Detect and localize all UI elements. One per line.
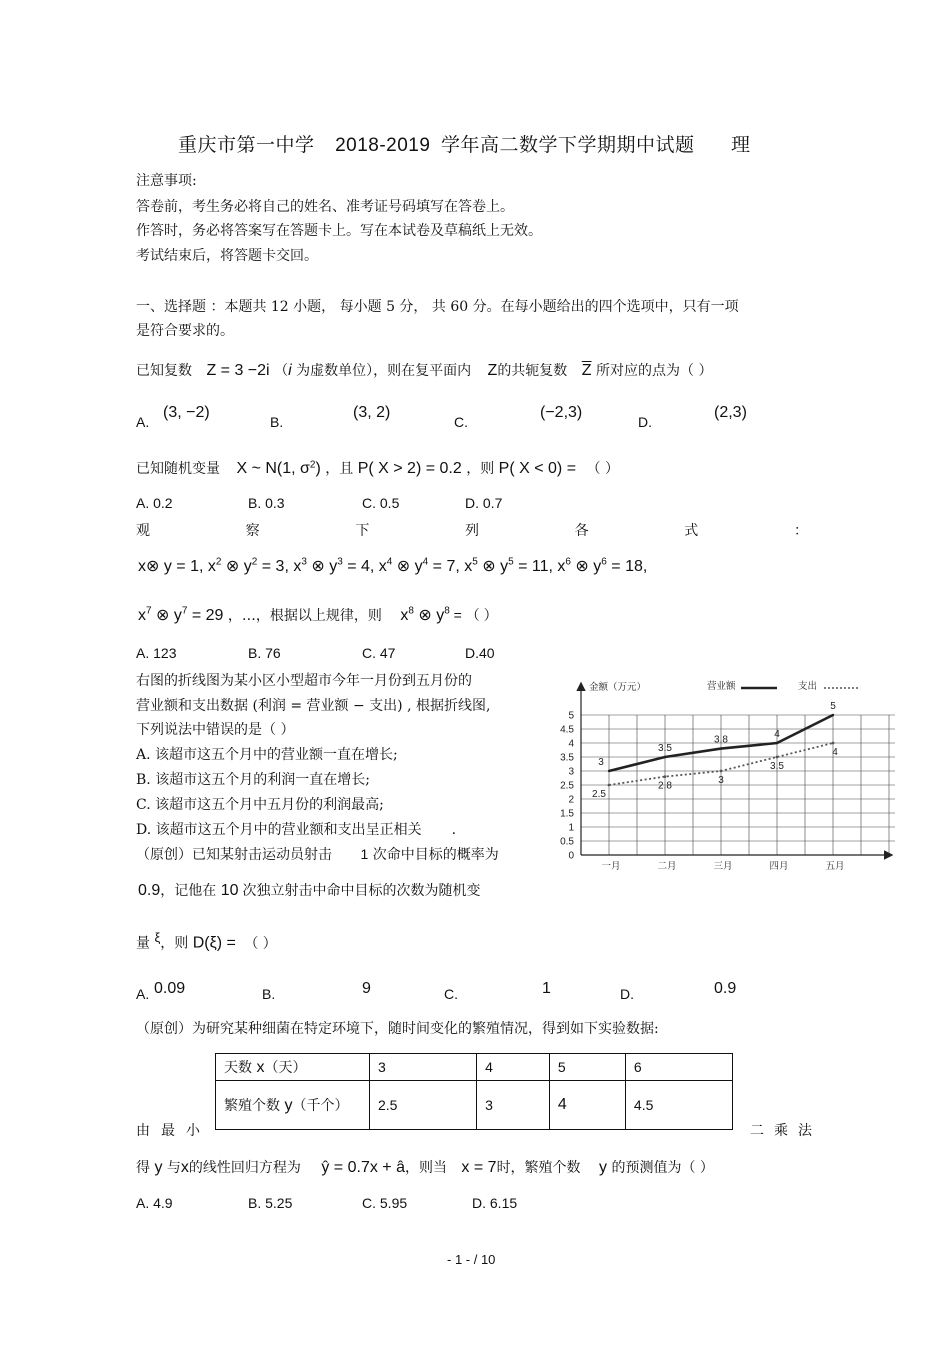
data-point xyxy=(608,784,611,787)
y-tick-label: 3 xyxy=(568,766,574,778)
q1-paren: （ xyxy=(274,363,289,379)
data-label: 3 xyxy=(598,757,604,768)
y-axis-label: 金额（万元） xyxy=(589,682,647,693)
q6-right-spread xyxy=(750,1120,812,1140)
q6-intro: （原创）为研究某种细菌在特定环境下，随时间变化的繁殖情况，得到如下实验数据: xyxy=(136,1021,659,1037)
q5-text-7: （ ） xyxy=(244,935,277,952)
y-tick-label: 1 xyxy=(568,822,574,834)
q2-close: ) xyxy=(315,460,321,477)
q6-option-b: B. 5.25 xyxy=(248,1195,293,1211)
q5-text-2: 次命中目标的概率为 xyxy=(372,847,499,863)
table-cell: 4 xyxy=(477,1054,550,1081)
q6-char: 由 xyxy=(136,1123,150,1139)
q2-text-4: （ ） xyxy=(586,461,619,477)
q5-n1: 1 xyxy=(360,846,369,862)
table-header-days: 天数 x（天） xyxy=(216,1054,370,1081)
section1-line2: 是符合要求的。 xyxy=(136,323,234,339)
q1-option-b: B. xyxy=(270,414,284,430)
q3-line2 xyxy=(138,605,498,625)
data-label: 5 xyxy=(830,701,836,712)
q5-option-d: D. xyxy=(620,986,634,1002)
q5-line3 xyxy=(136,930,277,953)
title-track: 理 xyxy=(731,134,751,156)
q1-option-d: D. xyxy=(638,414,652,430)
legend-label-expense: 支出 xyxy=(798,681,818,692)
data-label: 2.5 xyxy=(592,789,606,800)
q3-char: 观 xyxy=(136,523,150,539)
q6-y: y xyxy=(154,1159,163,1176)
y-tick-label: 1.5 xyxy=(560,808,574,820)
q4-option-b: B. 该超市这五个月的利润一直在增长; xyxy=(136,772,370,788)
q3-char: 下 xyxy=(355,523,370,539)
q5-option-b: B. xyxy=(262,986,276,1002)
y-tick-label: 4 xyxy=(568,738,574,750)
q6-data-table xyxy=(215,1053,733,1130)
page-number: - 1 - / 10 xyxy=(447,1252,496,1267)
q6-y2: y xyxy=(599,1159,608,1176)
q5-text-6: ，则 xyxy=(160,935,189,952)
title-school: 重庆市第一中学 xyxy=(178,134,315,156)
table-row xyxy=(216,1054,733,1081)
table-cell: 2.5 xyxy=(370,1081,477,1130)
q1-option-d-value: (2,3) xyxy=(714,404,747,421)
q6-when: x = 7 xyxy=(461,1159,497,1176)
q5-n10: 10 xyxy=(220,882,239,899)
q5-option-b-value: 9 xyxy=(362,980,371,997)
q5-option-a: A. xyxy=(136,986,150,1002)
q3-stem-spread xyxy=(136,520,808,540)
y-tick-label: 0.5 xyxy=(560,836,574,848)
q3-seq-6: $x^6$ ⊗ $y^6 = 18$, xyxy=(557,556,648,575)
q6-x: x xyxy=(180,1159,189,1176)
data-label: 3.5 xyxy=(658,743,672,754)
q6-left-spread xyxy=(136,1120,200,1140)
q6-char: 乘 xyxy=(774,1123,788,1139)
data-point xyxy=(776,742,778,744)
q4-option-d xyxy=(136,819,456,839)
q5-prob: 0.9 xyxy=(138,882,161,899)
notice-line-1: 答卷前，考生务必将自己的姓名、准考证号码填写在答卷上。 xyxy=(136,199,514,215)
q3-option-b: B. 76 xyxy=(248,645,281,661)
q1-option-c-value: (−2,3) xyxy=(540,404,583,421)
q6-char: 二 xyxy=(750,1123,764,1139)
title-course: 学年高二数学下学期期中试题 xyxy=(440,134,695,156)
q3-char: 察 xyxy=(245,523,260,539)
q3-sequence xyxy=(138,556,647,576)
chart-grid xyxy=(581,715,895,855)
q6-text-1: 得 xyxy=(136,1160,150,1176)
q1-zbar: $\overline{Z}$ xyxy=(581,362,592,379)
x-tick-label: 五月 xyxy=(825,861,845,872)
title-years: 2018-2019 xyxy=(335,135,431,156)
q2-cond: P( X > 2) = 0.2 xyxy=(357,460,462,477)
q3-option-a: A. 123 xyxy=(136,645,177,661)
x-tick-label: 二月 xyxy=(657,861,677,872)
q4-line-3: 下列说法中错误的是（ ） xyxy=(136,722,295,738)
q5-xi: ξ xyxy=(154,930,161,945)
q3-seq-5: $x^5$ ⊗ $y^5 = 11$, xyxy=(464,556,553,575)
q3-char: ： xyxy=(793,523,808,539)
data-point xyxy=(664,756,666,758)
q3-seq-2: $x^2$ ⊗ $y^2 = 3$, xyxy=(207,556,289,575)
y-tick-label: 4.5 xyxy=(560,724,574,736)
q2-text-1: 已知随机变量 xyxy=(136,461,220,477)
q1-text-1: 已知复数 xyxy=(136,363,192,379)
q5-line2 xyxy=(138,880,481,900)
table-row xyxy=(216,1081,733,1130)
table-cell: 3 xyxy=(477,1081,550,1130)
q2-dist: X ~ N(1, σ xyxy=(236,460,310,477)
q2-text-3: ，则 xyxy=(466,461,495,477)
chart-xticks xyxy=(601,861,844,872)
q2-option-a: A. 0.2 xyxy=(136,495,173,511)
q2-ask: P( X < 0) = xyxy=(498,460,577,477)
x-tick-label: 四月 xyxy=(769,861,789,872)
q3-option-d: D.40 xyxy=(465,645,495,661)
data-point xyxy=(720,747,722,749)
q4-dot: . xyxy=(451,822,457,838)
y-tick-label: 0 xyxy=(568,850,574,862)
table-cell: 5 xyxy=(549,1054,625,1081)
q6-option-a: A. 4.9 xyxy=(136,1195,173,1211)
q2-stem xyxy=(136,458,619,478)
q1-text-4: 所对应的点为（ ） xyxy=(596,363,713,379)
q6-char: 小 xyxy=(186,1123,200,1139)
table-cell: 3 xyxy=(370,1054,477,1081)
page-title xyxy=(178,130,751,157)
data-label: 4 xyxy=(832,747,838,758)
q4-line-2: 营业额和支出数据 (利润 = 营业额 − 支出) , 根据折线图, xyxy=(136,698,491,714)
notice-line-2: 作答时，务必将答案写在答题卡上。写在本试卷及草稿纸上无效。 xyxy=(136,223,542,239)
q1-option-a: A. xyxy=(136,414,150,430)
q1-option-c: C. xyxy=(454,414,468,430)
table-cell: 4 xyxy=(549,1081,625,1130)
q3-text: ，…，根据以上规律，则 xyxy=(227,608,382,624)
q6-stem xyxy=(136,1157,714,1177)
q3-char: 各 xyxy=(574,523,589,539)
q6-char: 法 xyxy=(798,1123,812,1139)
table-cell: 4.5 xyxy=(625,1081,732,1130)
q5-ask: D(ξ) = xyxy=(192,934,236,952)
q5-option-c: C. xyxy=(444,986,458,1002)
q5-text-1: （原创）已知某射击运动员射击 xyxy=(136,847,332,863)
q3-ask: $x^8$ ⊗ $y^8$ = （ ） xyxy=(400,605,498,624)
data-label: 3 xyxy=(718,775,724,786)
q5-line1 xyxy=(136,844,499,864)
data-point xyxy=(664,775,667,778)
q5-text-5: 量 xyxy=(136,935,150,952)
x-tick-label: 一月 xyxy=(601,861,621,872)
line-chart xyxy=(560,676,895,876)
data-point xyxy=(608,770,610,772)
notice-line-3: 考试结束后，将答题卡交回。 xyxy=(136,248,318,264)
q6-text-5: 时，繁殖个数 xyxy=(496,1160,581,1176)
x-tick-label: 三月 xyxy=(713,861,733,872)
q1-expr: Z = 3 −2i xyxy=(206,362,270,379)
data-label: 2.8 xyxy=(658,780,672,792)
q2-option-d: D. 0.7 xyxy=(465,495,503,511)
q5-option-c-value: 1 xyxy=(542,980,551,997)
q1-text-3: 的共轭复数 xyxy=(497,363,568,379)
q3-option-c: C. 47 xyxy=(362,645,396,661)
q4-line-1: 右图的折线图为某小区小型超市今年一月份到五月份的 xyxy=(136,673,472,689)
q5-text-4: 次独立射击中命中目标的次数为随机变 xyxy=(242,883,481,899)
q3-seq-7: $x^7$ ⊗ $y^7 = 29$ xyxy=(138,605,224,624)
q6-option-c: C. 5.95 xyxy=(362,1195,408,1211)
q6-option-d: D. 6.15 xyxy=(472,1195,518,1211)
q3-seq-3: $x^3$ ⊗ $y^3 = 4$, xyxy=(293,556,375,575)
q6-text-4: ，则当 xyxy=(404,1160,447,1176)
q1-z: Z xyxy=(487,362,498,379)
q1-text-2: 为虚数单位），则在复平面内 xyxy=(296,363,472,379)
y-tick-label: 2 xyxy=(568,794,574,806)
q5-option-d-value: 0.9 xyxy=(714,980,737,997)
q3-seq-4: $x^4$ ⊗ $y^4 = 7$, xyxy=(378,556,460,575)
q6-text-2: 与 xyxy=(166,1160,181,1176)
legend-label-revenue: 营业额 xyxy=(707,681,736,692)
notice-title: 注意事项: xyxy=(136,173,197,189)
q2-sup: 2 xyxy=(309,459,316,471)
q3-seq-1: x⊗ y = 1, xyxy=(138,558,204,575)
q6-char: 最 xyxy=(161,1123,175,1139)
y-tick-label: 3.5 xyxy=(560,752,574,764)
q6-equation: ŷ = 0.7x + â xyxy=(321,1159,405,1176)
q4-option-a: A. 该超市这五个月中的营业额一直在增长; xyxy=(136,747,398,763)
q3-char: 列 xyxy=(464,523,479,539)
data-label: 4 xyxy=(774,729,780,740)
q2-text-2: ，且 xyxy=(325,461,354,477)
q1-option-a-value: (3, −2) xyxy=(163,404,210,421)
data-label: 3.5 xyxy=(770,761,784,772)
data-point xyxy=(776,756,779,759)
y-tick-label: 2.5 xyxy=(560,780,574,792)
table-cell: 6 xyxy=(625,1054,732,1081)
q1-option-b-value: (3, 2) xyxy=(353,404,391,421)
data-point xyxy=(832,742,835,745)
y-tick-label: 5 xyxy=(568,710,574,722)
q5-text-3: ，记他在 xyxy=(160,883,217,899)
section1-line1: 一、选择题 ：本题共 12 小题， 每小题 5 分， 共 60 分。在每小题给出的四个选项中，只有一项 xyxy=(136,299,739,315)
data-point xyxy=(720,770,723,773)
data-label: 3.8 xyxy=(714,734,728,746)
q2-option-c: C. 0.5 xyxy=(362,495,400,511)
table-header-counts: 繁殖个数 y（千个） xyxy=(216,1081,370,1130)
chart-yticks xyxy=(560,711,574,862)
q4-option-d-text: D. 该超市这五个月中的营业额和支出呈正相关 xyxy=(136,822,422,838)
q6-text-6: 的预测值为（ ） xyxy=(611,1160,714,1176)
q6-text-3: 的线性回归方程为 xyxy=(188,1160,301,1176)
q1-i: i xyxy=(288,362,292,379)
q5-option-a-value: 0.09 xyxy=(154,980,186,997)
q3-char: 式 xyxy=(684,523,699,539)
q1-stem xyxy=(136,360,712,380)
q2-option-b: B. 0.3 xyxy=(248,495,285,511)
data-point xyxy=(832,714,834,716)
q4-option-c: C. 该超市这五个月中五月份的利润最高; xyxy=(136,797,384,813)
